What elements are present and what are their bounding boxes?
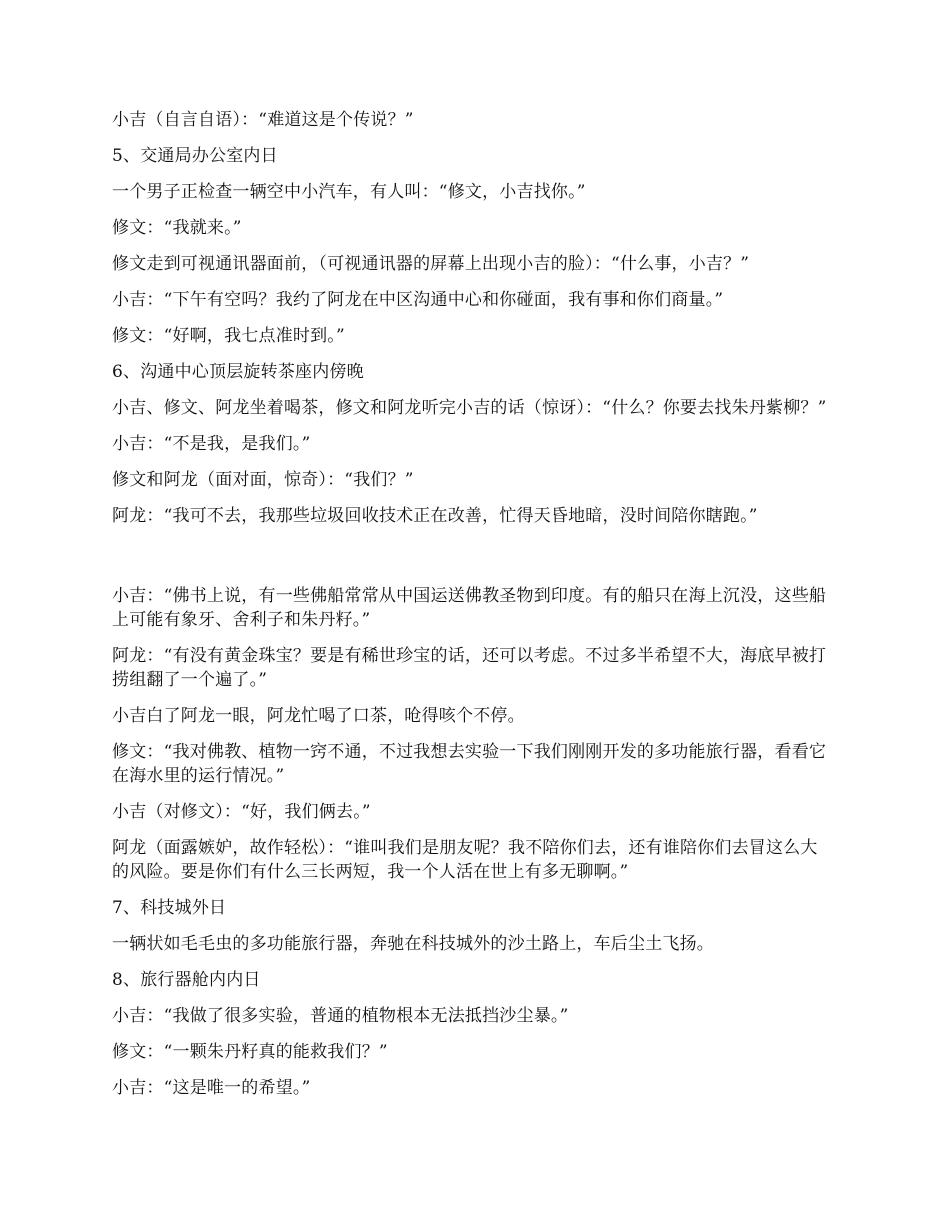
dialogue-line: 修文和阿龙（面对面，惊奇）：“我们？” xyxy=(112,470,414,490)
dialogue-line: 小吉：“下午有空吗？我约了阿龙在中区沟通中心和你碰面，我有事和你们商量。” xyxy=(112,290,724,310)
action-line: 小吉白了阿龙一眼，阿龙忙喝了口茶，呛得咳个不停。 xyxy=(112,706,525,726)
scene-heading: 6、沟通中心顶层旋转茶座内傍晚 xyxy=(112,362,364,382)
dialogue-line: 修文：“好啊，我七点准时到。” xyxy=(112,326,345,346)
dialogue-line: 修文走到可视通讯器面前，（可视通讯器的屏幕上出现小吉的脸）：“什么事，小吉？” xyxy=(112,254,750,274)
dialogue-line: 小吉：“佛书上说，有一些佛船常常从中国运送佛教圣物到印度。有的船只在海上沉没，这些船上可能有象牙、舍利子和朱丹籽。” xyxy=(112,586,827,630)
action-line: 一辆状如毛毛虫的多功能旅行器，奔驰在科技城外的沙土路上，车后尘土飞扬。 xyxy=(112,934,714,954)
scene-heading: 7、科技城外日 xyxy=(112,898,227,918)
scene-heading: 5、交通局办公室内日 xyxy=(112,146,278,166)
dialogue-line: 阿龙（面露嫉妒，故作轻松）：“谁叫我们是朋友呢？我不陪你们去，还有谁陪你们去冒这么大的风险。要是你们有什么三长两短，我一个人活在世上有多无聊啊。” xyxy=(112,838,818,882)
dialogue-line: 修文：“一颗朱丹籽真的能救我们？” xyxy=(112,1042,388,1062)
dialogue-line: 小吉、修文、阿龙坐着喝茶，修文和阿龙听完小吉的话（惊讶）：“什么？你要去找朱丹紫柳？” xyxy=(112,398,827,418)
action-line: 一个男子正检查一辆空中小汽车，有人叫：“修文，小吉找你。” xyxy=(112,182,586,202)
dialogue-line: 小吉：“我做了很多实验，普通的植物根本无法抵挡沙尘暴。” xyxy=(112,1006,569,1026)
dialogue-line: 阿龙：“有没有黄金珠宝？要是有稀世珍宝的话，还可以考虑。不过多半希望不大，海底早被打捞组翻了一个遍了。” xyxy=(112,646,827,690)
dialogue-line: 小吉：“不是我，是我们。” xyxy=(112,434,311,454)
dialogue-line: 修文：“我就来。” xyxy=(112,218,242,238)
dialogue-line: 阿龙：“我可不去，我那些垃圾回收技术正在改善，忙得天昏地暗，没时间陪你瞎跑。” xyxy=(112,506,758,526)
dialogue-line: 小吉：“这是唯一的希望。” xyxy=(112,1078,311,1098)
dialogue-line: 修文：“我对佛教、植物一窍不通，不过我想去实验一下我们刚刚开发的多功能旅行器，看看它在海水里的运行情况。” xyxy=(112,742,827,786)
paragraph-gap xyxy=(112,540,830,584)
document-body xyxy=(112,108,830,1112)
dialogue-line: 小吉（对修文）：“好，我们俩去。” xyxy=(112,802,371,822)
scene-heading: 8、旅行器舱内内日 xyxy=(112,970,261,990)
dialogue-line: 小吉（自言自语）：“难道这是个传说？” xyxy=(112,110,414,130)
